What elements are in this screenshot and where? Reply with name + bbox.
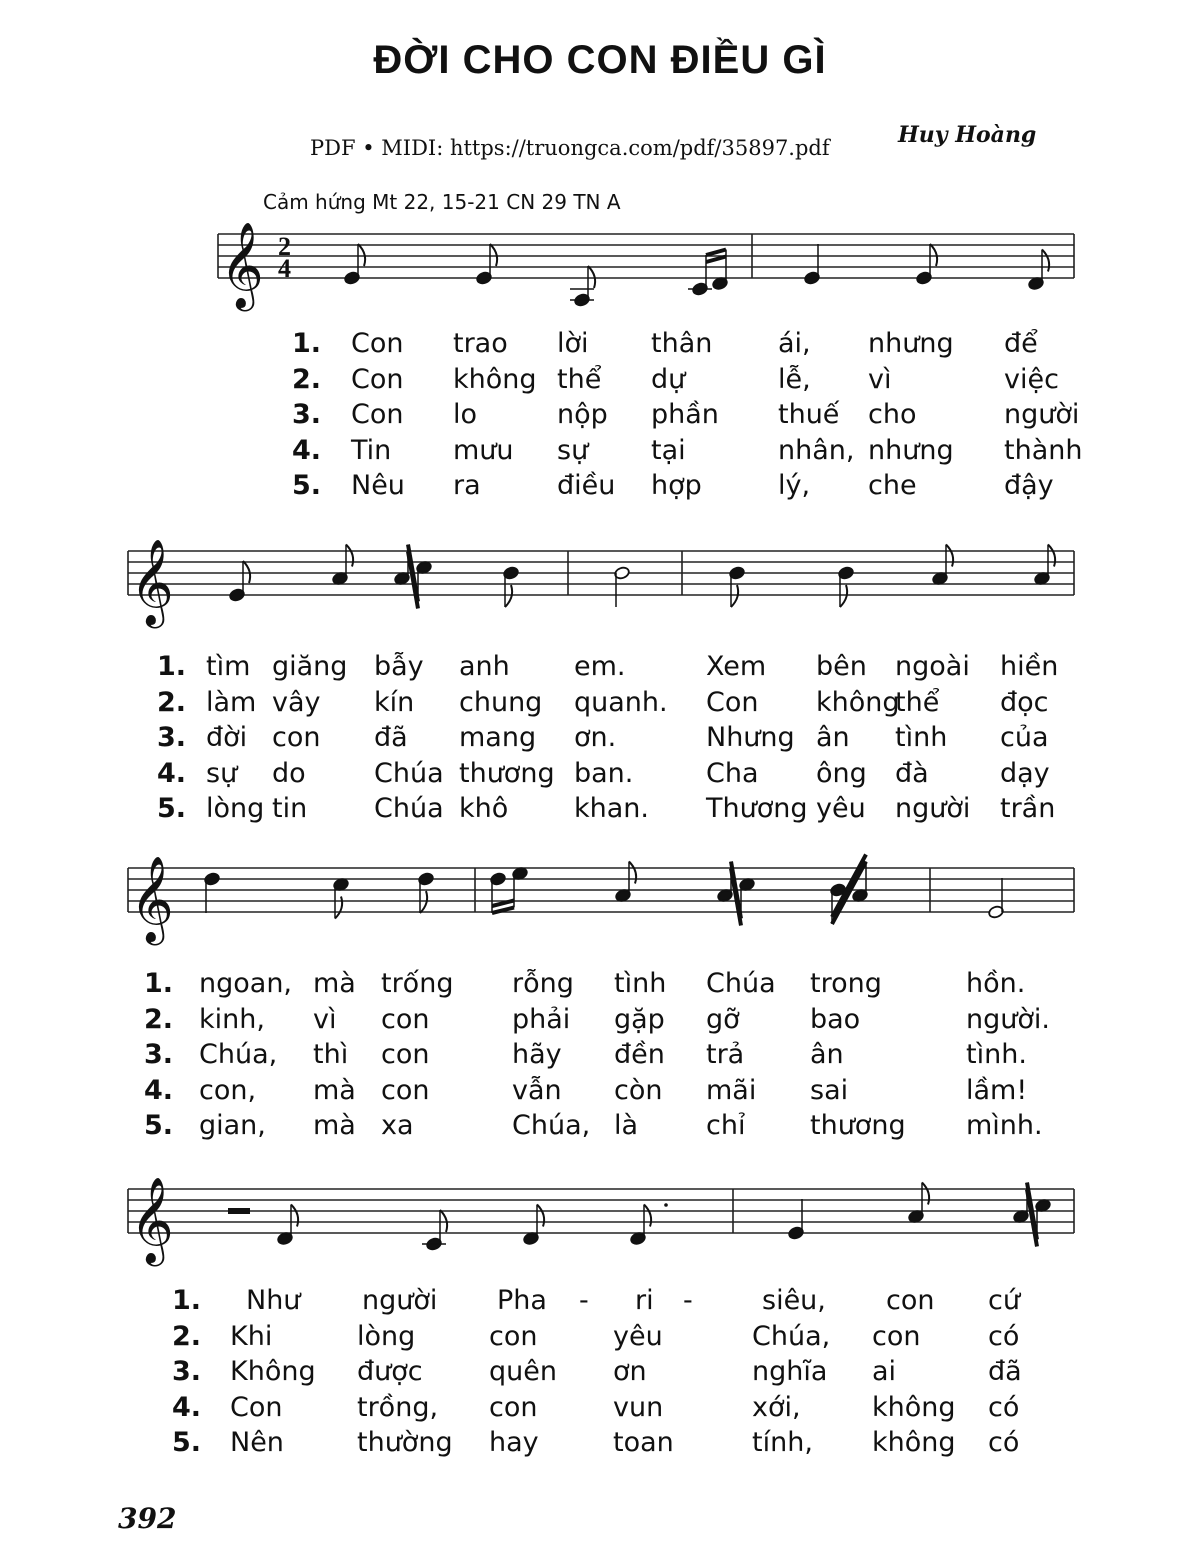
lyric-syllable: anh xyxy=(459,651,510,682)
verse-number: 4. xyxy=(157,757,187,789)
lyric-syllable: con xyxy=(272,722,321,753)
lyric-syllable: làm xyxy=(206,686,257,718)
lyric-syllable: ban. xyxy=(574,757,634,789)
lyric-syllable: hiền xyxy=(1000,651,1059,682)
note-beam xyxy=(408,552,418,609)
verse-number: 5. xyxy=(144,1110,174,1141)
lyric-syllable: con xyxy=(886,1285,935,1316)
lyric-syllable: Chúa, xyxy=(512,1110,591,1141)
lyric-syllable: Xem xyxy=(706,651,767,682)
lyric-syllable: nghĩa xyxy=(752,1356,828,1387)
lyric-syllable: mang xyxy=(459,722,537,753)
lyric-syllable: trao xyxy=(453,328,508,359)
lyric-syllable: xa xyxy=(381,1110,414,1141)
lyric-syllable: đậy xyxy=(1004,470,1054,501)
lyric-syllable: Khi xyxy=(230,1320,273,1352)
lyric-syllable: Nêu xyxy=(351,470,405,501)
lyric-syllable: Cha xyxy=(706,757,759,789)
lyric-syllable: thì xyxy=(313,1039,349,1070)
lyric-syllable: đã xyxy=(988,1356,1022,1387)
lyric-syllable: khô xyxy=(459,793,509,824)
lyric-syllable: đọc xyxy=(1000,686,1049,718)
lyric-syllable: ơn. xyxy=(574,722,617,753)
inspiration-note: Cảm hứng Mt 22, 15-21 CN 29 TN A xyxy=(263,190,621,214)
source-link[interactable]: PDF • MIDI: https://truongca.com/pdf/35897.pdf xyxy=(310,136,830,160)
lyric-syllable: tính, xyxy=(752,1427,813,1458)
lyric-syllable: hợp xyxy=(651,470,702,501)
note-flag xyxy=(922,1183,929,1205)
verse-number: 3. xyxy=(157,722,187,753)
lyric-syllable: vì xyxy=(868,363,892,395)
composer-name: Huy Hoàng xyxy=(898,122,1037,148)
lyric-syllable: ân xyxy=(810,1039,844,1070)
lyric-syllable: người. xyxy=(966,1003,1050,1035)
lyric-syllable: lời xyxy=(557,328,589,359)
lyric-syllable: Không xyxy=(230,1356,316,1387)
lyric-syllable: thân xyxy=(651,328,713,359)
lyric-syllable: quên xyxy=(489,1356,557,1387)
lyric-syllable: trả xyxy=(706,1039,745,1070)
lyric-syllable: hay xyxy=(489,1427,539,1458)
lyric-syllable: đời xyxy=(206,722,248,753)
lyric-syllable: Thương xyxy=(706,793,808,824)
verse-number: 2. xyxy=(157,686,187,718)
lyric-syllable: con xyxy=(381,1039,430,1070)
lyric-syllable: ngoan, xyxy=(199,968,293,999)
lyric-syllable: lễ, xyxy=(778,363,811,395)
lyric-syllable: trong xyxy=(810,968,882,999)
lyric-syllable: lầm! xyxy=(966,1074,1028,1106)
lyric-syllable: mà xyxy=(313,1074,356,1106)
lyric-syllable: giăng xyxy=(272,651,348,682)
note-flag xyxy=(840,585,847,607)
time-signature-bottom: 4 xyxy=(278,254,291,283)
lyric-syllable: chung xyxy=(459,686,543,718)
lyric-syllable: nhưng xyxy=(868,434,954,466)
lyric-syllable: con xyxy=(489,1391,538,1423)
lyric-syllable: không xyxy=(816,686,900,718)
lyric-syllable: con xyxy=(489,1320,538,1352)
lyric-syllable: che xyxy=(868,470,917,501)
lyric-syllable: vun xyxy=(613,1391,664,1423)
lyric-syllable: quanh. xyxy=(574,686,668,718)
lyric-syllable: thể xyxy=(895,686,940,718)
verse-number: 5. xyxy=(157,793,187,824)
lyric-syllable: thành xyxy=(1004,434,1083,466)
lyric-syllable: ra xyxy=(453,470,481,501)
lyric-syllable: trồng, xyxy=(357,1391,439,1423)
lyric-syllable: em. xyxy=(574,651,626,682)
lyric-syllable: bẫy xyxy=(374,651,424,682)
lyric-syllable: - xyxy=(683,1285,693,1316)
lyric-syllable: dạy xyxy=(1000,757,1050,789)
lyric-syllable: thương xyxy=(810,1110,906,1141)
lyric-syllable: ri xyxy=(635,1285,654,1316)
lyric-syllable: điều xyxy=(557,470,616,501)
lyric-syllable: Chúa xyxy=(374,793,444,824)
lyric-syllable: kín xyxy=(374,686,415,718)
lyric-syllable: còn xyxy=(614,1074,663,1106)
lyric-syllable: Chúa xyxy=(374,757,444,789)
verse-number: 1. xyxy=(157,651,187,682)
lyric-syllable: rỗng xyxy=(512,968,574,999)
lyric-syllable: dự xyxy=(651,363,686,395)
lyric-syllable: có xyxy=(988,1427,1020,1458)
note-beam xyxy=(1027,1190,1037,1247)
verse-number: 1. xyxy=(144,968,174,999)
treble-clef-icon: 𝄞 xyxy=(130,1177,174,1263)
note-flag xyxy=(1042,250,1049,272)
note-flag xyxy=(930,244,937,266)
verse-number: 3. xyxy=(172,1356,202,1387)
lyric-syllable: mình. xyxy=(966,1110,1043,1141)
lyric-syllable: được xyxy=(357,1356,423,1387)
lyric-syllable: do xyxy=(272,757,306,789)
lyric-syllable: toan xyxy=(613,1427,674,1458)
lyric-syllable: tình xyxy=(895,722,948,753)
lyric-syllable: Pha xyxy=(497,1285,547,1316)
lyric-syllable: yêu xyxy=(613,1320,663,1352)
note-beam xyxy=(706,250,726,256)
lyric-syllable: vẫn xyxy=(512,1074,562,1106)
lyric-syllable: tìm xyxy=(206,651,251,682)
verse-number: 2. xyxy=(292,363,322,395)
verse-number: 4. xyxy=(292,434,322,466)
lyric-syllable: phần xyxy=(651,399,719,430)
note-flag xyxy=(335,897,342,919)
note-flag xyxy=(505,585,512,607)
lyric-syllable: không xyxy=(872,1391,956,1423)
lyric-syllable: con xyxy=(872,1320,921,1352)
lyric-syllable: Chúa xyxy=(706,968,776,999)
verse-number: 1. xyxy=(172,1285,202,1316)
dot-mark xyxy=(664,1203,668,1207)
lyric-syllable: lý, xyxy=(778,470,811,501)
lyric-syllable: Như xyxy=(246,1285,301,1316)
lyric-syllable: con, xyxy=(199,1074,257,1106)
lyric-syllable: phải xyxy=(512,1003,571,1035)
page-number: 392 xyxy=(118,1502,177,1535)
lyric-syllable: cứ xyxy=(988,1285,1020,1316)
note-flag xyxy=(440,1210,447,1232)
lyric-syllable: thương xyxy=(459,757,555,789)
lyric-syllable: đã xyxy=(374,722,408,753)
note-beam xyxy=(731,869,741,926)
lyric-syllable: Tin xyxy=(351,434,392,466)
lyric-syllable: người xyxy=(895,793,971,824)
treble-clef-icon: 𝄞 xyxy=(130,856,174,942)
lyric-syllable: kinh, xyxy=(199,1003,265,1035)
lyric-syllable: Nên xyxy=(230,1427,284,1458)
lyric-syllable: sự xyxy=(206,757,238,789)
lyric-syllable: mãi xyxy=(706,1074,757,1106)
lyric-syllable: khan. xyxy=(574,793,649,824)
lyric-syllable: bao xyxy=(810,1003,861,1035)
lyric-syllable: siêu, xyxy=(762,1285,826,1316)
lyric-syllable: ân xyxy=(816,722,850,753)
lyric-syllable: có xyxy=(988,1391,1020,1423)
verse-number: 4. xyxy=(172,1391,202,1423)
note-flag xyxy=(358,244,365,266)
lyric-syllable: tại xyxy=(651,434,686,466)
note-flag xyxy=(946,545,953,567)
lyric-syllable: mà xyxy=(313,1110,356,1141)
verse-number: 2. xyxy=(144,1003,174,1035)
lyric-syllable: việc xyxy=(1004,363,1059,395)
lyric-syllable: Con xyxy=(230,1391,283,1423)
lyric-syllable: tình xyxy=(614,968,667,999)
lyric-syllable: nhân, xyxy=(778,434,855,466)
lyric-syllable: Chúa, xyxy=(752,1320,831,1352)
lyric-syllable: con xyxy=(381,1074,430,1106)
time-signature-top: 2 xyxy=(278,232,291,261)
verse-number: 2. xyxy=(172,1320,202,1352)
lyric-syllable: là xyxy=(614,1110,639,1141)
lyric-syllable: của xyxy=(1000,722,1049,753)
lyric-syllable: trống xyxy=(381,968,454,999)
lyric-syllable: lòng xyxy=(357,1320,416,1352)
lyric-syllable: con xyxy=(381,1003,430,1035)
lyric-syllable: cho xyxy=(868,399,917,430)
lyric-syllable: bên xyxy=(816,651,867,682)
note-flag xyxy=(537,1205,544,1227)
lyric-syllable: tin xyxy=(272,793,308,824)
lyric-syllable: lòng xyxy=(206,793,265,824)
note-flag xyxy=(346,545,353,567)
verse-number: 4. xyxy=(144,1074,174,1106)
lyric-syllable: đà xyxy=(895,757,929,789)
lyric-syllable: lo xyxy=(453,399,478,430)
lyric-syllable: yêu xyxy=(816,793,866,824)
lyric-syllable: gian, xyxy=(199,1110,266,1141)
lyric-syllable: gỡ xyxy=(706,1003,740,1035)
treble-clef-icon: 𝄞 xyxy=(130,539,174,625)
lyric-syllable: ai xyxy=(872,1356,897,1387)
lyric-syllable: vì xyxy=(313,1003,337,1035)
lyric-syllable: thể xyxy=(557,363,602,395)
lyric-syllable: chỉ xyxy=(706,1110,746,1141)
lyric-syllable: mưu xyxy=(453,434,514,466)
lyric-syllable: Con xyxy=(351,328,404,359)
lyric-syllable: đền xyxy=(614,1039,665,1070)
lyric-syllable: sai xyxy=(810,1074,849,1106)
lyric-syllable: trần xyxy=(1000,793,1056,824)
lyric-syllable: mà xyxy=(313,968,356,999)
treble-clef-icon: 𝄞 xyxy=(220,222,264,308)
lyric-syllable: ông xyxy=(816,757,867,789)
verse-number: 3. xyxy=(292,399,322,430)
lyric-syllable: ngoài xyxy=(895,651,970,682)
lyric-syllable: không xyxy=(872,1427,956,1458)
note-flag xyxy=(1048,545,1055,567)
verse-number: 5. xyxy=(172,1427,202,1458)
note-flag xyxy=(731,585,738,607)
verse-number: 3. xyxy=(144,1039,174,1070)
lyric-syllable: gặp xyxy=(614,1003,665,1035)
lyric-syllable: Nhưng xyxy=(706,722,795,753)
lyric-syllable: xới, xyxy=(752,1391,801,1423)
lyric-syllable: người xyxy=(1004,399,1080,430)
verse-number: 1. xyxy=(292,328,322,359)
note-flag xyxy=(420,891,427,913)
lyric-syllable: Con xyxy=(351,399,404,430)
lyric-syllable: nhưng xyxy=(868,328,954,359)
lyric-syllable: người xyxy=(362,1285,438,1316)
lyric-syllable: ái, xyxy=(778,328,811,359)
lyric-syllable: Con xyxy=(706,686,759,718)
half-rest-icon xyxy=(228,1208,250,1214)
note-flag xyxy=(629,862,636,884)
lyric-syllable: ơn xyxy=(613,1356,647,1387)
note-flag xyxy=(490,244,497,266)
lyric-syllable: Chúa, xyxy=(199,1039,278,1070)
lyric-syllable: tình. xyxy=(966,1039,1027,1070)
lyric-syllable: thuế xyxy=(778,399,840,430)
note-flag xyxy=(243,561,250,583)
lyric-syllable: nộp xyxy=(557,399,608,430)
lyric-syllable: hồn. xyxy=(966,968,1026,999)
song-title: ĐỜI CHO CON ĐIỀU GÌ xyxy=(373,38,827,82)
lyric-syllable: hãy xyxy=(512,1039,562,1070)
lyric-syllable: không xyxy=(453,363,537,395)
lyric-syllable: - xyxy=(579,1285,589,1316)
lyric-syllable: sự xyxy=(557,434,589,466)
lyric-syllable: để xyxy=(1004,328,1038,359)
note-flag xyxy=(291,1205,298,1227)
lyric-syllable: Con xyxy=(351,363,404,395)
lyric-syllable: thường xyxy=(357,1427,453,1458)
note-flag xyxy=(644,1205,651,1227)
verse-number: 5. xyxy=(292,470,322,501)
lyric-syllable: có xyxy=(988,1320,1020,1352)
note-beam xyxy=(706,257,726,263)
note-flag xyxy=(588,266,595,288)
lyric-syllable: vây xyxy=(272,686,321,718)
